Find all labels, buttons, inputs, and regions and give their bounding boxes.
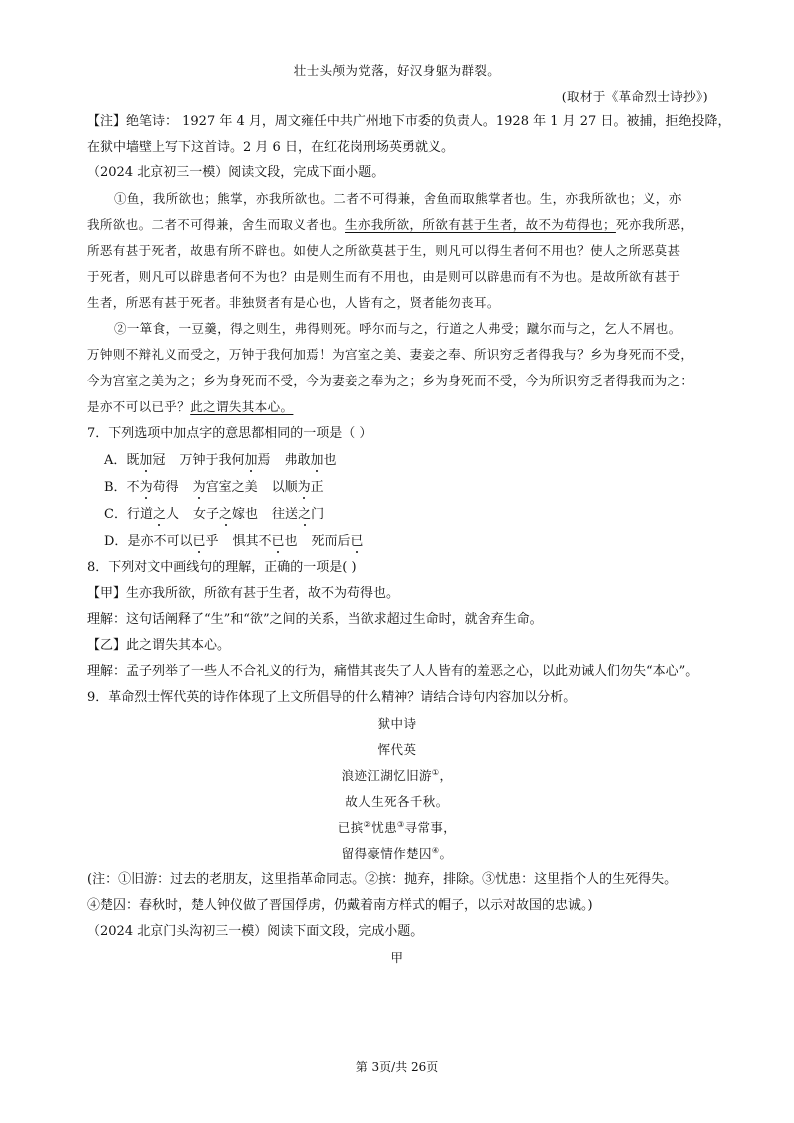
text-span: 忧患 — [371, 820, 397, 835]
text-span: 焉 — [257, 453, 271, 468]
dotted-character: 之 — [219, 507, 233, 522]
text-span: 苟得 — [152, 480, 179, 495]
dotted-character: 之 — [298, 507, 312, 522]
text-span: 我所欲也。二者不可得兼，舍生而取义者也。 — [87, 217, 346, 232]
dotted-character: 之 — [152, 507, 166, 522]
poem-line-3 — [0, 819, 794, 837]
option-label: A． — [104, 453, 127, 468]
text-span: 既 — [126, 453, 140, 468]
dotted-character: 加 — [244, 453, 258, 468]
dotted-character: 为 — [297, 480, 311, 495]
dotted-character: 已 — [192, 534, 206, 549]
question-8-stem: 8．下列对文中画线句的理解，正确的一项是( ) — [87, 560, 357, 575]
text-span: 宫室之美 — [205, 480, 258, 495]
text-span: 往送 — [272, 507, 299, 522]
underlined-sentence-jia: 生亦我所欲，所欲有甚于生者，故不为苟得也； — [345, 217, 616, 232]
text-span: 万钟于我何 — [179, 453, 245, 468]
text-span: 寻常事， — [404, 820, 457, 835]
text-span: 浪迹江湖忆旧游 — [341, 768, 432, 783]
dotted-character: 已 — [350, 534, 364, 549]
text-span: 正 — [310, 480, 324, 495]
passage-p1-line: 生者，所恶有甚于死者。非独贤者有是心也，人皆有之，贤者能勿丧耳。 — [87, 295, 500, 310]
text-span: 女子 — [193, 507, 220, 522]
option-label: B． — [104, 480, 127, 495]
text-heading-jia: 甲 — [390, 950, 404, 965]
text-span: 乎 — [205, 534, 219, 549]
text-span: 门 — [311, 507, 325, 522]
poem-line-2: 故人生死各千秋。 — [345, 794, 449, 809]
text-span: 是亦不可以已乎？ — [87, 399, 191, 414]
text-span: 已摈 — [337, 820, 364, 835]
text-span: 。 — [439, 846, 453, 861]
passage-p1-line: 于死者，则凡可以辟患者何不为也？由是则生而有不用也，由是则可以辟患而有不为也。是故所欲有甚于 — [87, 269, 681, 284]
text-span: 冠 — [152, 453, 166, 468]
text-span: 弗敢 — [284, 453, 311, 468]
q8-yi-explanation: 理解：孟子列举了一些人不合礼义的行为，痛惜其丧失了人人皆有的羞恶之心，以此劝诫人们勿失“本心”。 — [87, 664, 699, 679]
text-span: 不 — [126, 480, 140, 495]
text-span: 也 — [284, 534, 298, 549]
dotted-character: 加 — [310, 453, 324, 468]
q7-option-c — [104, 506, 324, 524]
dotted-character: 已 — [271, 534, 285, 549]
text-span: 死亦我所恶， — [615, 217, 694, 232]
q8-yi: 【乙】此之谓失其本心。 — [87, 638, 231, 653]
question-7-stem: 7．下列选项中加点字的意思都相同的一项是（ ） — [87, 426, 373, 441]
underlined-sentence-yi: 此之谓失其本心。 — [190, 399, 294, 414]
dotted-character: 加 — [139, 453, 153, 468]
passage-p1-line: ①鱼，我所欲也；熊掌，亦我所欲也。二者不可得兼，舍鱼而取熊掌者也。生，亦我所欲也；义，亦 — [114, 191, 682, 206]
passage-p2-line: 今为宫室之美为之；乡为身死而不受，今为妻妾之奉为之；乡为身死而不受，今为所识穷乏者得我而为之： — [87, 373, 694, 388]
footnote-marker: ① — [431, 768, 440, 777]
footnote-marker: ③ — [397, 820, 405, 829]
poem-note-line-2: ④楚囚：春秋时，楚人钟仪做了晋国俘虏，仍戴着南方样式的帽子，以示对故国的忠诚。) — [87, 898, 593, 913]
q7-option-a — [104, 452, 337, 470]
note-line-1: 【注】绝笔诗： 1927 年 4 月，周文雍任中共广州地下市委的负责人。1928 年 1 月 27 日。被捕，拒绝投降， — [87, 114, 731, 129]
text-span: 也 — [323, 453, 337, 468]
option-label: C． — [104, 507, 127, 522]
text-span: 惧其不 — [232, 534, 272, 549]
text-span: 死而后 — [311, 534, 351, 549]
q8-jia: 【甲】生亦我所欲，所欲有甚于生者，故不为苟得也。 — [87, 586, 400, 601]
poem-closing-line: 壮士头颅为党落，好汉身躯为群裂。 — [293, 63, 501, 78]
q8-jia-explanation: 理解：这句话阐释了“生”和“欲”之间的关系，当欲求超过生命时，就舍弃生命。 — [87, 612, 543, 627]
question-9-stem: 9．革命烈士恽代英的诗作体现了上文所倡导的什么精神？请结合诗句内容加以分析。 — [87, 690, 577, 705]
text-span: 是亦不可以 — [127, 534, 193, 549]
text-span: 嫁也 — [232, 507, 259, 522]
footnote-marker: ② — [363, 820, 372, 829]
dotted-character: 为 — [192, 480, 206, 495]
section-intro: （2024 北京初三一模）阅读文段，完成下面小题。 — [87, 165, 385, 180]
page-footer: 第 3页/共 26页 — [355, 1060, 439, 1074]
text-span: 人 — [165, 507, 179, 522]
poem-author: 恽代英 — [377, 742, 417, 757]
passage-p1-line — [87, 216, 693, 234]
text-span: 以顺 — [271, 480, 298, 495]
option-label: D． — [104, 534, 128, 549]
passage-p2-line: ②一箪食，一豆羹，得之则生，弗得则死。呼尔而与之，行道之人弗受；蹴尔而与之，乞人不屑也。 — [114, 321, 682, 336]
poem-source: (取材于《革命烈士诗抄》) — [561, 89, 708, 104]
dotted-character: 为 — [139, 480, 153, 495]
poem-line-1 — [0, 767, 794, 785]
poem-note-line-1: (注：①旧游：过去的老朋友，这里指革命同志。②摈：抛弃，排除。③忧患：这里指个人的生死得失。 — [87, 872, 678, 887]
footnote-marker: ④ — [431, 846, 440, 855]
q7-option-b — [104, 479, 324, 497]
passage-p2-line — [87, 398, 293, 416]
poem-title: 狱中诗 — [377, 716, 417, 731]
note-line-2: 在狱中墙壁上写下这首诗。2 月 6 日，在红花岗刑场英勇就义。 — [87, 140, 454, 155]
passage-p1-line: 所恶有甚于死者，故患有所不辟也。如使人之所欲莫甚于生，则凡可以得生者何不用也？使人之所恶莫甚 — [87, 243, 681, 258]
q7-option-d — [104, 533, 364, 551]
text-span: 留得豪情作楚囚 — [341, 846, 432, 861]
text-span: ， — [439, 768, 453, 783]
passage-p2-line: 万钟则不辩礼义而受之，万钟于我何加焉！为宫室之美、妻妾之奉、所识穷乏者得我与？乡为身死而不受， — [87, 347, 694, 362]
poem-line-4 — [0, 845, 794, 863]
section-intro-2: （2024 北京门头沟初三一模）阅读下面文段，完成小题。 — [87, 924, 424, 939]
text-span: 行道 — [126, 507, 153, 522]
